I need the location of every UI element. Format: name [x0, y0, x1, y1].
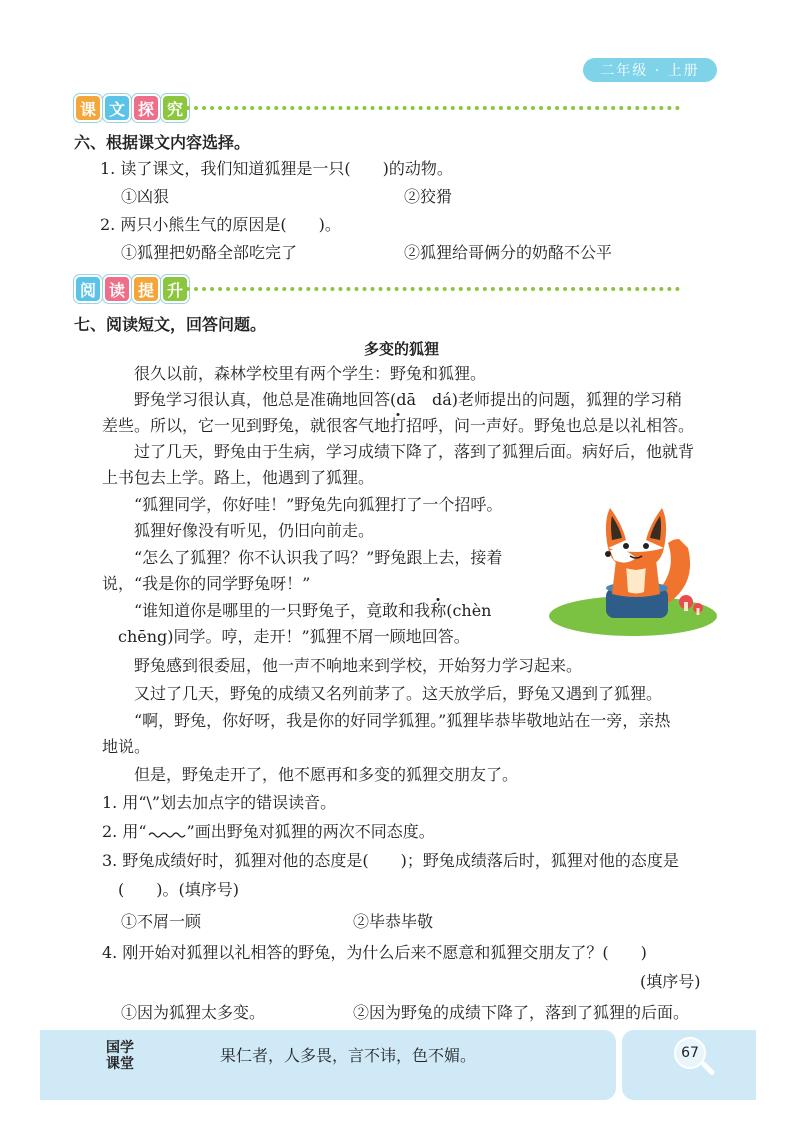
- badge-char: 课: [74, 94, 102, 122]
- option: ①不屑一顾: [121, 912, 202, 931]
- option: ②毕恭毕敬: [353, 912, 434, 931]
- option: ①因为狐狸太多变。: [121, 1003, 266, 1022]
- story-paragraph: “狐狸同学，你好哇！”野兔先向狐狸打了一个招呼。: [134, 495, 503, 514]
- fox-illustration: [548, 498, 718, 638]
- grade-tag: 二年级 · 上册: [583, 58, 717, 82]
- story-paragraph: 过了几天，野兔由于生病，学习成绩下降了，落到了狐狸后面。病好后，他就背: [134, 442, 695, 461]
- badge-char: 升: [161, 275, 189, 303]
- badge-char: 探: [132, 94, 160, 122]
- dotted-char: 打: [390, 416, 407, 435]
- text-segment: 差些。所以，它一见到野兔，就很客气地: [102, 416, 391, 435]
- story-paragraph: [134, 600, 491, 622]
- footer-label-line: 国学: [106, 1040, 134, 1056]
- section-header-text-study: [74, 94, 684, 120]
- badge-char: 阅: [74, 275, 102, 303]
- fill-note: (填序号): [640, 972, 701, 991]
- story-paragraph: “啊，野兔，你好呀，我是你的好同学狐狸。”狐狸毕恭毕敬地站在一旁，亲热: [134, 711, 671, 730]
- story-paragraph: chēng)同学。哼，走开！”狐狸不屑一顾地回答。: [118, 627, 470, 646]
- badge-char: 提: [132, 275, 160, 303]
- sub-question-3-cont: ( )。(填序号): [118, 880, 239, 899]
- text-segment: 2. 用“: [102, 822, 147, 841]
- question-2: 2. 两只小熊生气的原因是( )。: [100, 215, 341, 234]
- question-title-7: 七、阅读短文，回答问题。: [74, 315, 267, 334]
- badge-char: 读: [103, 275, 131, 303]
- dotted-divider: [186, 287, 680, 291]
- text-segment: “谁知道你是哪里的一只野兔子，竟敢和我: [134, 601, 431, 620]
- story-paragraph: 野兔学习很认真，他总是准确地回答(dā dá)老师提出的问题，狐狸的学习稍: [134, 390, 683, 409]
- sub-question-3: 3. 野兔成绩好时，狐狸对他的态度是( )；野兔成绩落后时，狐狸对他的态度是: [102, 851, 679, 870]
- story-paragraph: 上书包去上学。路上，他遇到了狐狸。: [102, 468, 375, 487]
- question-title-6: 六、根据课文内容选择。: [74, 133, 251, 152]
- story-paragraph: 但是，野兔走开了，他不愿再和多变的狐狸交朋友了。: [134, 765, 519, 784]
- story-paragraph: “怎么了狐狸？你不认识我了吗？”野兔跟上去，接着: [134, 548, 503, 567]
- story-paragraph: 说，“我是你的同学野兔呀！”: [102, 574, 311, 593]
- option: ②狐狸给哥俩分的奶酪不公平: [404, 243, 613, 262]
- story-paragraph: 又过了几天，野兔的成绩又名列前茅了。这天放学后，野兔又遇到了狐狸。: [134, 684, 663, 703]
- story-paragraph: [102, 415, 694, 437]
- footer-label: [106, 1040, 134, 1072]
- section-badges: [74, 94, 189, 122]
- story-title: 多变的狐狸: [364, 340, 440, 358]
- dotted-divider: [186, 106, 680, 110]
- wavy-underline-icon: [147, 826, 187, 840]
- footer-label-line: 课堂: [106, 1056, 134, 1072]
- option: ①凶狠: [121, 187, 170, 206]
- section-header-reading: [74, 275, 684, 301]
- option: ②狡猾: [404, 187, 453, 206]
- text-segment: 招呼，问一声好。野兔也总是以礼相答。: [406, 416, 695, 435]
- story-paragraph: 地说。: [102, 737, 151, 756]
- sub-question-2: [102, 821, 435, 843]
- footer-quote: 果仁者，人多畏，言不讳，色不媚。: [220, 1046, 477, 1065]
- story-paragraph: 野兔感到很委屈，他一声不响地来到学校，开始努力学习起来。: [134, 656, 583, 675]
- dotted-char: 称: [430, 601, 447, 620]
- sub-question-1: 1. 用“\”划去加点字的错误读音。: [102, 793, 337, 812]
- page-number: 67: [674, 1037, 706, 1069]
- option: ①狐狸把奶酪全部吃完了: [121, 243, 298, 262]
- option: ②因为野兔的成绩下降了，落到了狐狸的后面。: [353, 1003, 690, 1022]
- question-1: 1. 读了课文，我们知道狐狸是一只( )的动物。: [100, 159, 453, 178]
- story-paragraph: 很久以前，森林学校里有两个学生：野兔和狐狸。: [134, 364, 487, 383]
- sub-question-4: 4. 刚开始对狐狸以礼相答的野兔，为什么后来不愿意和狐狸交朋友了？( ): [102, 943, 647, 962]
- badge-char: 文: [103, 94, 131, 122]
- text-segment: (chèn: [446, 601, 492, 620]
- badge-char: 究: [161, 94, 189, 122]
- section-badges: [74, 275, 189, 303]
- text-segment: ”画出野兔对狐狸的两次不同态度。: [186, 822, 435, 841]
- story-paragraph: 狐狸好像没有听见，仍旧向前走。: [134, 521, 375, 540]
